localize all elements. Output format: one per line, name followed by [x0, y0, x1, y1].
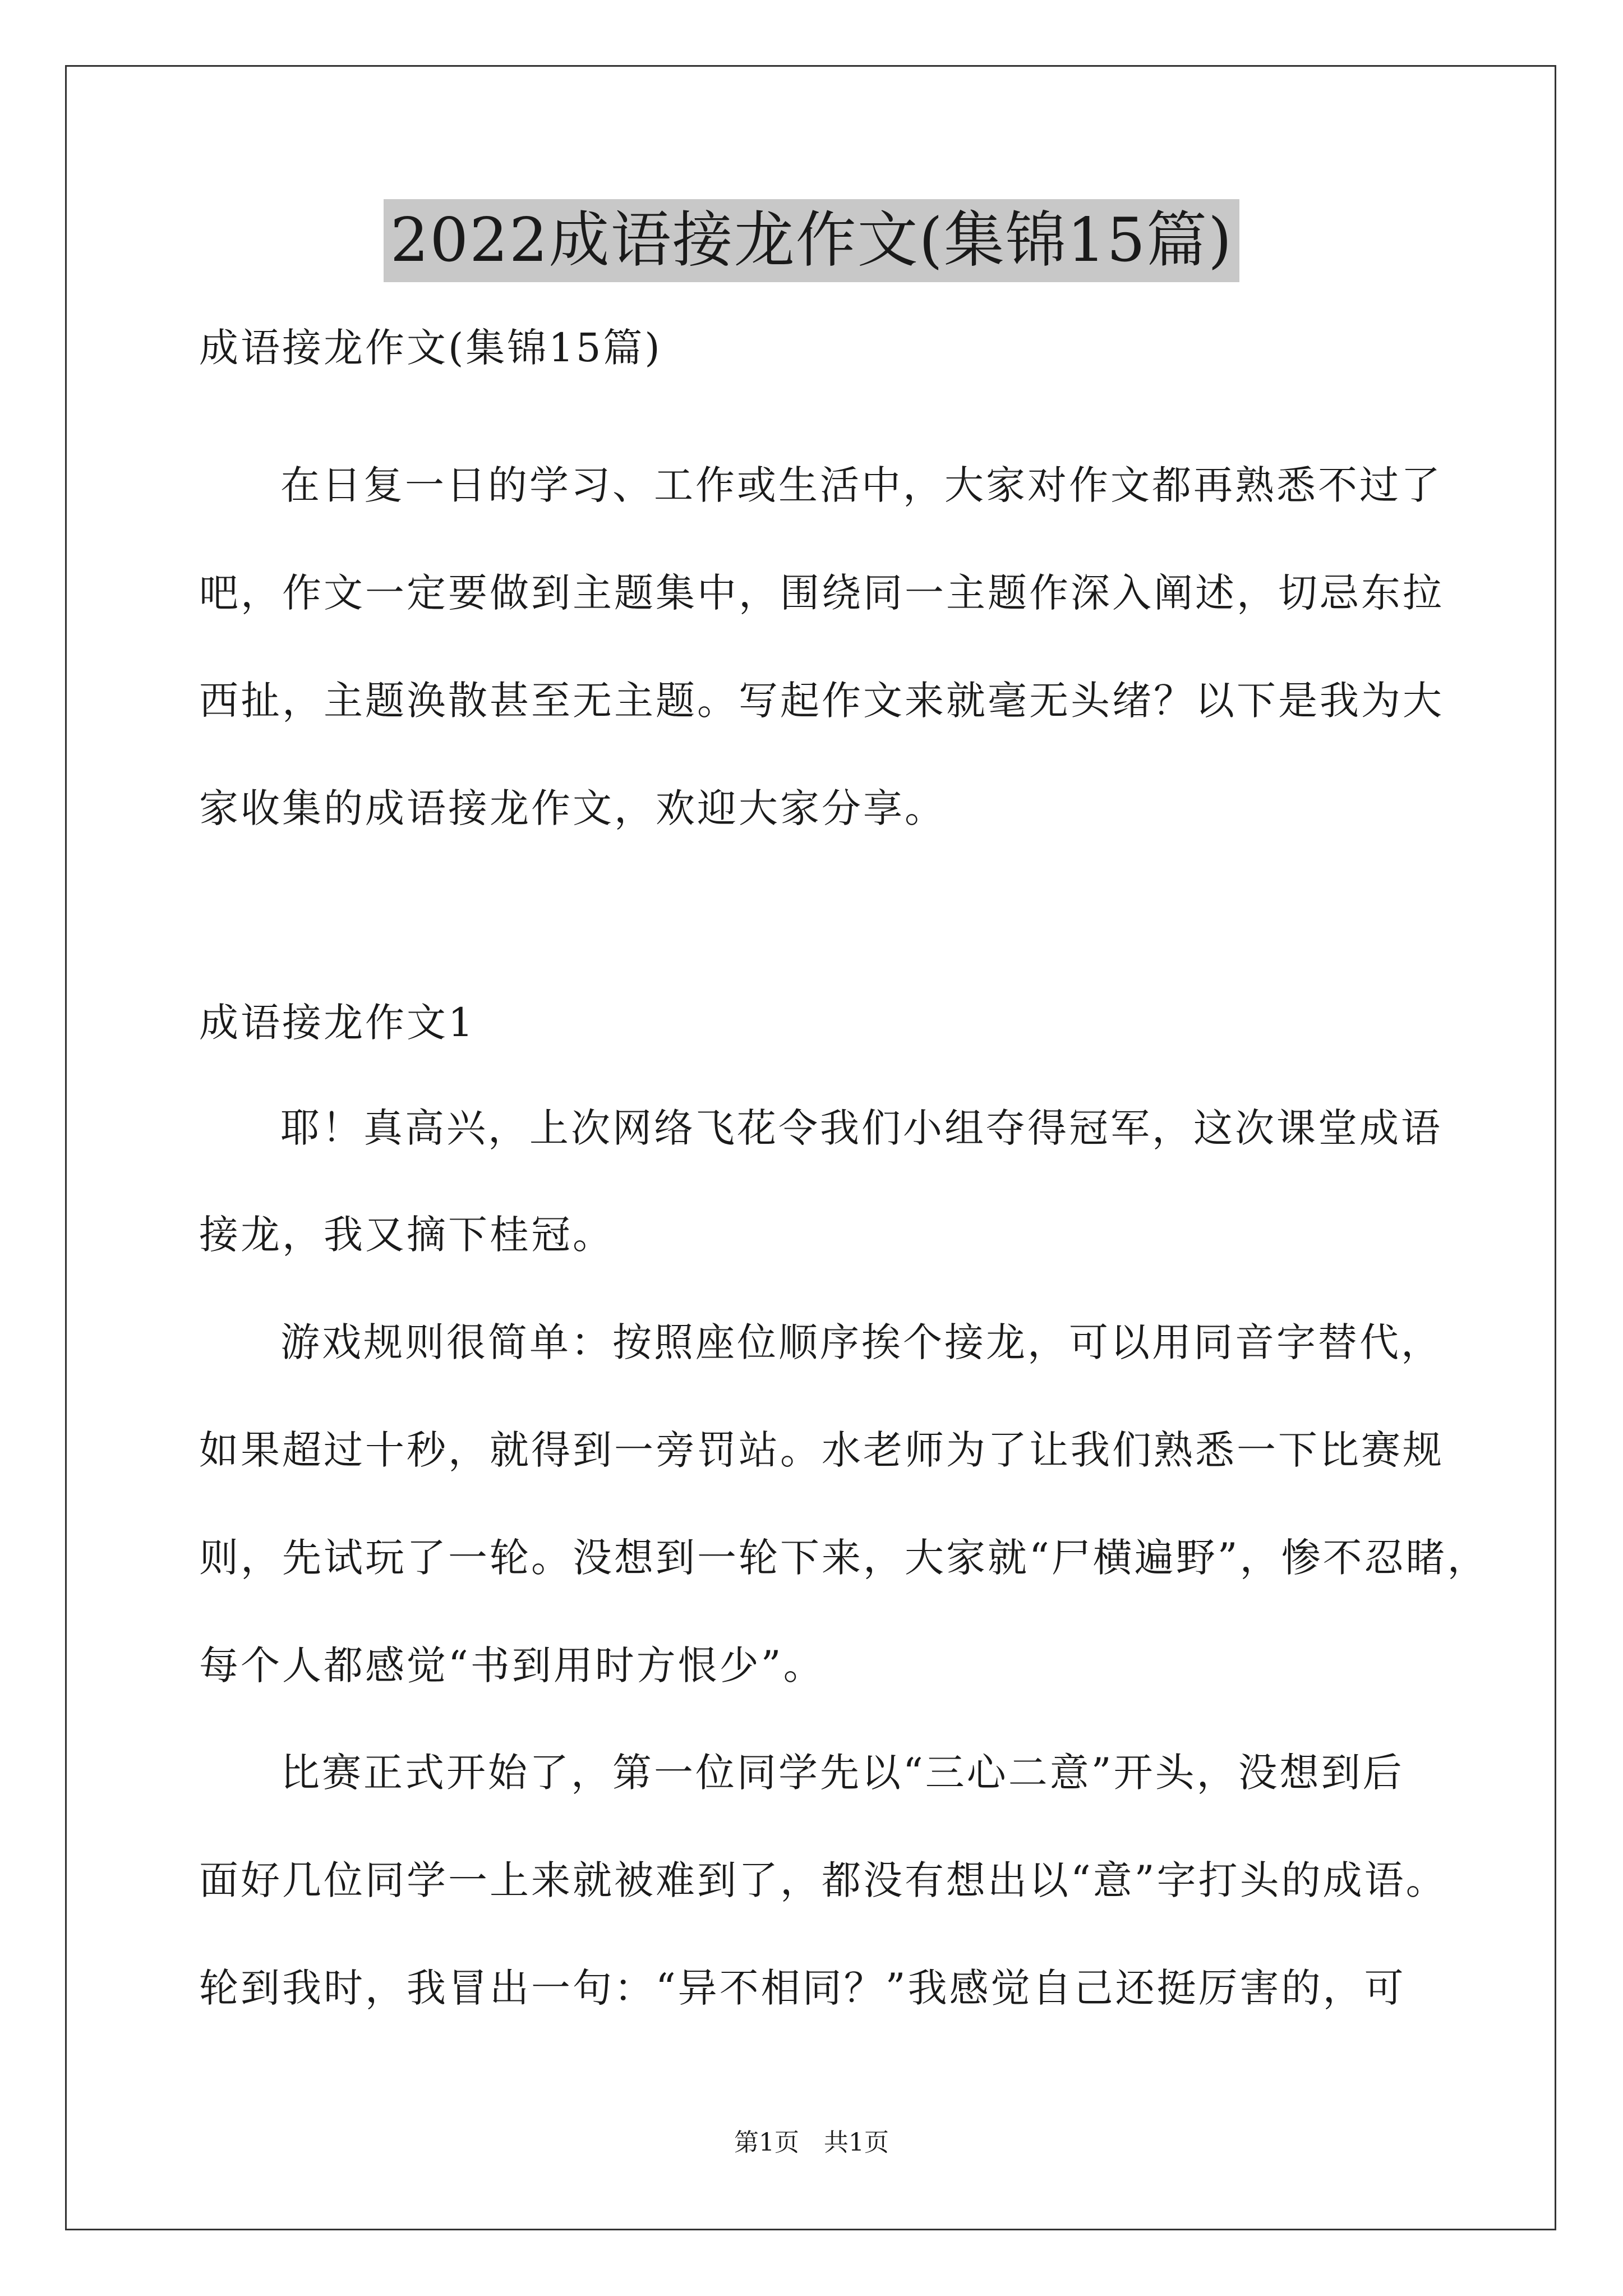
section-heading: 成语接龙作文1 [199, 1000, 476, 1046]
document-title: 2022成语接龙作文(集锦15篇) [384, 199, 1240, 282]
title-container [0, 199, 1623, 282]
paragraph-line: 则，先试玩了一轮。没想到一轮下来，大家就“尸横遍野”，惨不忍睹， [199, 1535, 1489, 1581]
paragraph-line: 在日复一日的学习、工作或生活中，大家对作文都再熟悉不过了 [280, 462, 1442, 508]
paragraph-line: 如果超过十秒，就得到一旁罚站。水老师为了让我们熟悉一下比赛规 [199, 1427, 1444, 1473]
paragraph-line: 面好几位同学一上来就被难到了，都没有想出以“意”字打头的成语。 [199, 1857, 1447, 1903]
paragraph-line: 接龙，我又摘下桂冠。 [199, 1212, 614, 1258]
paragraph-line: 西扯，主题涣散甚至无主题。写起作文来就毫无头绪？以下是我为大 [199, 678, 1444, 724]
paragraph-line: 吧，作文一定要做到主题集中，围绕同一主题作深入阐述，切忌东拉 [199, 570, 1444, 616]
paragraph-line: 轮到我时，我冒出一句：“异不相同？”我感觉自己还挺厉害的，可 [199, 1965, 1406, 2011]
subtitle-line: 成语接龙作文(集锦15篇) [199, 325, 662, 371]
paragraph-line: 比赛正式开始了，第一位同学先以“三心二意”开头，没想到后 [280, 1750, 1404, 1796]
page-footer: 第1页 共1页 [734, 2128, 889, 2157]
paragraph-line: 游戏规则很简单：按照座位顺序挨个接龙，可以用同音字替代， [280, 1319, 1442, 1365]
paragraph-line: 家收集的成语接龙作文，欢迎大家分享。 [199, 785, 946, 831]
paragraph-line: 耶！真高兴，上次网络飞花令我们小组夺得冠军，这次课堂成语 [280, 1105, 1442, 1151]
paragraph-line: 每个人都感觉“书到用时方恨少”。 [199, 1642, 825, 1688]
